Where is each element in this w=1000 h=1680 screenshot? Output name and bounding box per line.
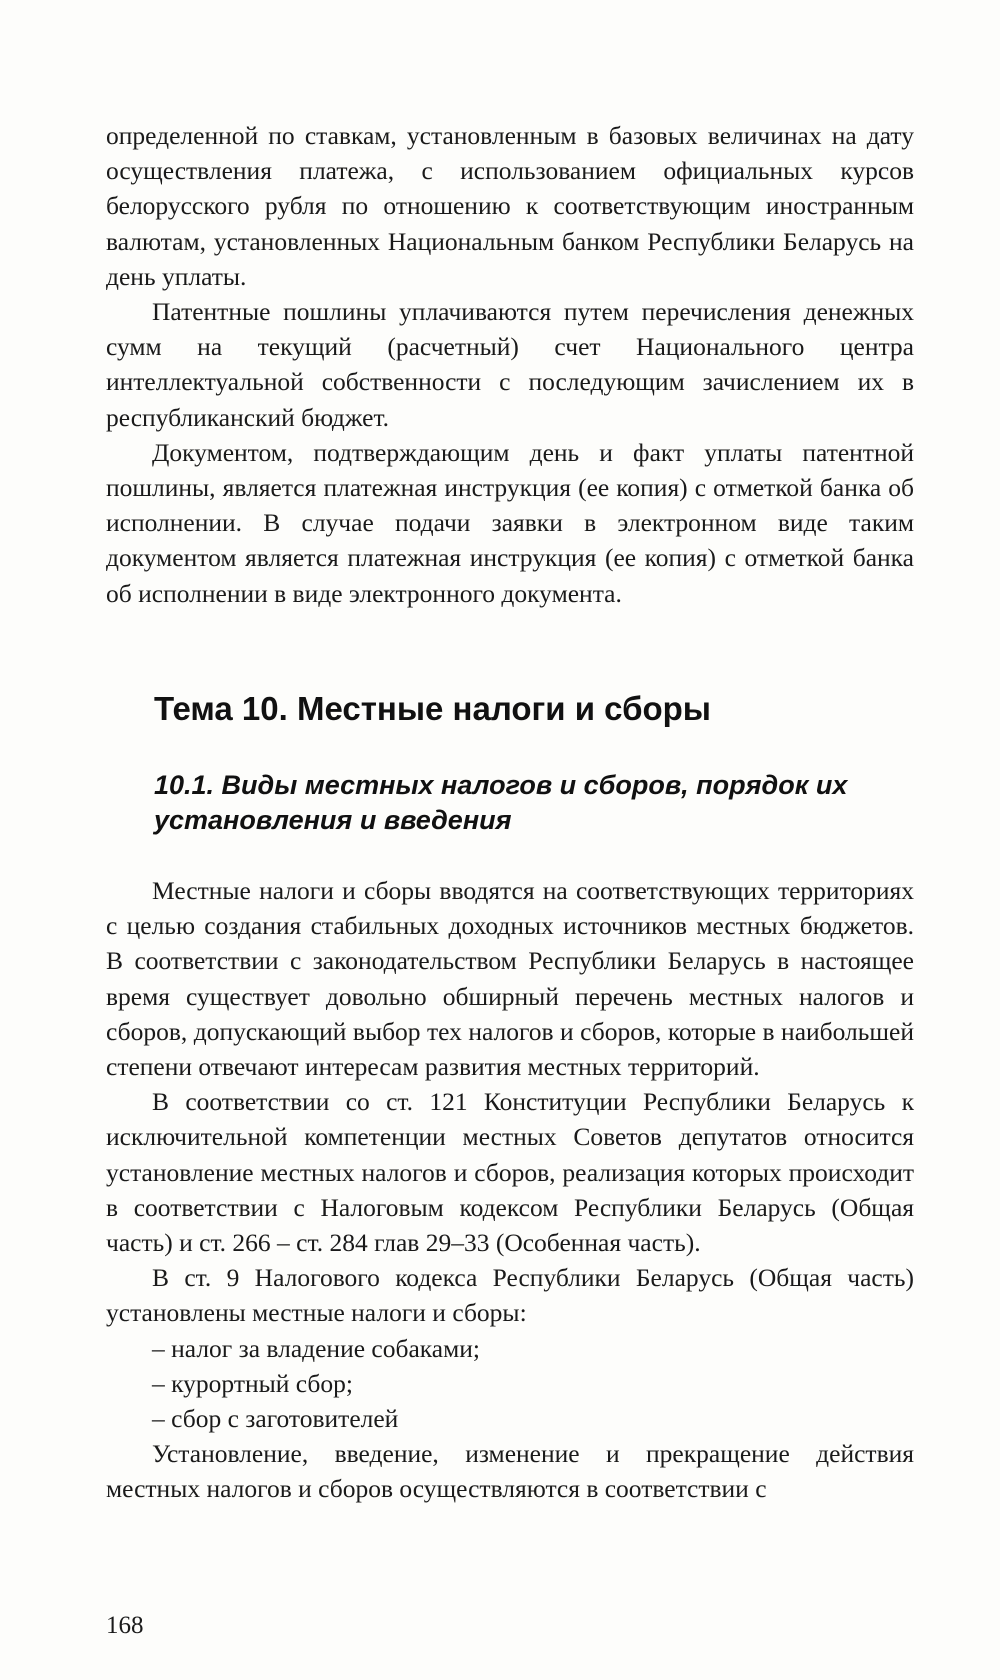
- paragraph-tax-code: В ст. 9 Налогового кодекса Республики Беларусь (Общая часть) установлены местные налоги и сборы:: [106, 1263, 914, 1328]
- section-text-block: [106, 873, 914, 1507]
- paragraph-closing: Установление, введение, изменение и прекращение действия местных налогов и сборов осуществляются в соответствии с: [106, 1439, 914, 1504]
- paragraph-patent-fees: Патентные пошлины уплачиваются путем перечисления денежных сумм на текущий (расчетный) счет Национального центра интеллектуальной собственности с последующим зачислением их в республиканский бюджет.: [106, 297, 914, 432]
- section-title: 10.1. Виды местных налогов и сборов, порядок их установления и введения: [154, 770, 848, 835]
- list-item: – курортный сбор;: [152, 1368, 353, 1398]
- list-item: – сбор с заготовителей: [152, 1404, 399, 1434]
- top-text-block: [106, 118, 914, 611]
- paragraph-constitution: В соответствии со ст. 121 Конституции Республики Беларусь к исключительной компетенции местных Советов депутатов относится установление местных налогов и сборов, реализация которых происходит в соответствии с Налоговым кодексом Республики Беларусь (Общая часть) и ст. 266 – ст. 284 глав 29–33 (Особенная часть).: [106, 1087, 914, 1258]
- paragraph-payment-document: Документом, подтверждающим день и факт уплаты патентной пошлины, является платежная инструкция (ее копия) с отметкой банка об исполнении. В случае подачи заявки в электронном виде таким документом является платежная инструкция (ее копия) с отметкой банка об исполнении в виде электронного документа.: [106, 437, 914, 608]
- page-number: 168: [106, 1612, 144, 1639]
- list-item: – налог за владение собаками;: [152, 1333, 480, 1363]
- paragraph-local-taxes-intro: Местные налоги и сборы вводятся на соответствующих территориях с целью создания стабильных доходных источников местных бюджетов. В соответствии с законодательством Республики Беларусь в настоящее время существует довольно обширный перечень местных налогов и сборов, допускающий выбор тех налогов и сборов, которые в наибольшей степени отвечают интересам развития местных территорий.: [106, 876, 914, 1082]
- paragraph-payment-rates: определенной по ставкам, установленным в базовых величинах на дату осуществления платежа, с использованием официальных курсов белорусского рубля по отношению к соответствующим иностранным валютам, установленных Национальным банком Республики Беларусь на день уплаты.: [106, 121, 914, 291]
- chapter-title: Тема 10. Местные налоги и сборы: [154, 690, 711, 727]
